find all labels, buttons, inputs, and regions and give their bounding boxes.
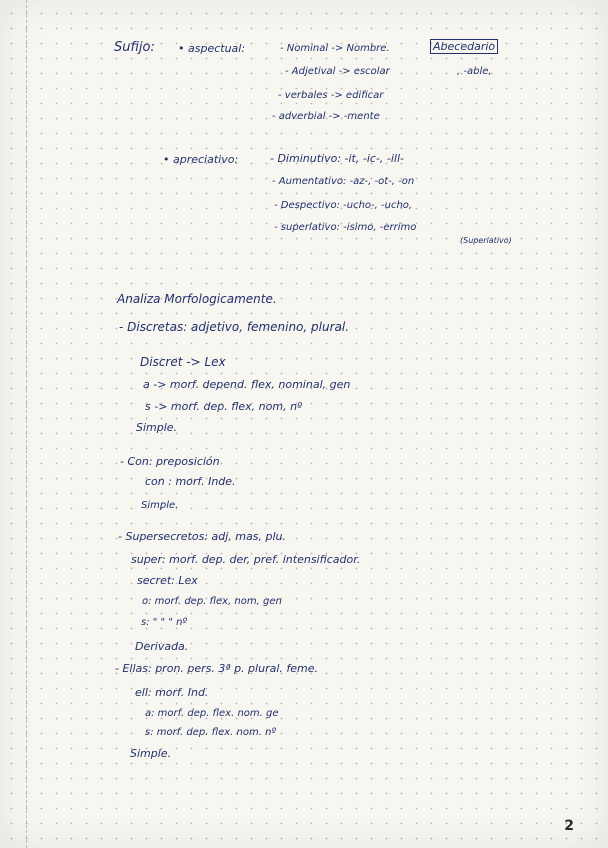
despectivo-line: - Despectivo: -ucho-, -ucho, [274,200,413,211]
simple-3: Simple. [130,747,172,760]
analiza-heading: Analiza Morfologicamente. [117,292,277,306]
super-line: super: morf. dep. der, pref. intensificador. [131,553,361,566]
ellas-line: - Ellas: pron. pers. 3ª p. plural. feme. [115,662,318,675]
aspectual-label: • aspectual: [178,42,246,55]
s3-line: s: morf. dep. flex. nom. nº [145,727,277,738]
s-line: s -> morf. dep. flex, nom, nº [145,400,303,413]
ell-line: ell: morf. Ind. [135,686,209,699]
a2-line: a: morf. dep. flex. nom. ge [145,708,279,719]
adverbial-line: - adverbial -> -mente [272,111,380,122]
adjetival-extra: , -able, [457,66,492,77]
nominal-example: Abecedario [430,39,498,54]
a-line: a -> morf. depend. flex, nominal, gen [143,378,351,391]
sufijo-heading: Sufijo: [114,40,155,55]
derivada: Derivada. [135,640,189,653]
page-number: 2 [564,818,574,834]
adjetival-line: - Adjetival -> escolar [285,66,390,77]
diminutivo-line: - Diminutivo: -it, -ic-, -ill- [270,152,404,165]
verbales-line: - verbales -> edificar [278,90,384,101]
aumentativo-line: - Aumentativo: -az-, -ot-, -on [272,176,415,187]
o-line: o: morf. dep. flex, nom, gen [142,596,282,607]
s2-line: s: " " " nº [141,617,188,628]
con-inde: con : morf. Inde. [145,475,236,488]
secret-line: secret: Lex [137,574,198,587]
discret-line: Discret -> Lex [140,355,226,369]
superlativo-note: (Superlativo) [460,236,512,245]
simple-2: Simple. [141,500,179,511]
simple-1: Simple. [136,421,178,434]
margin-line [26,0,27,848]
nominal-line: - Nominal -> Nombre. [280,43,390,54]
discretas-line: - Discretas: adjetivo, femenino, plural. [119,320,350,334]
superlativo-line: - superlativo: -isimo, -errimo [274,222,417,233]
apreciativos-label: • apreciativo: [163,153,239,166]
supersecretos-line: - Supersecretos: adj, mas, plu. [118,530,286,543]
con-line: - Con: preposición [120,455,220,468]
